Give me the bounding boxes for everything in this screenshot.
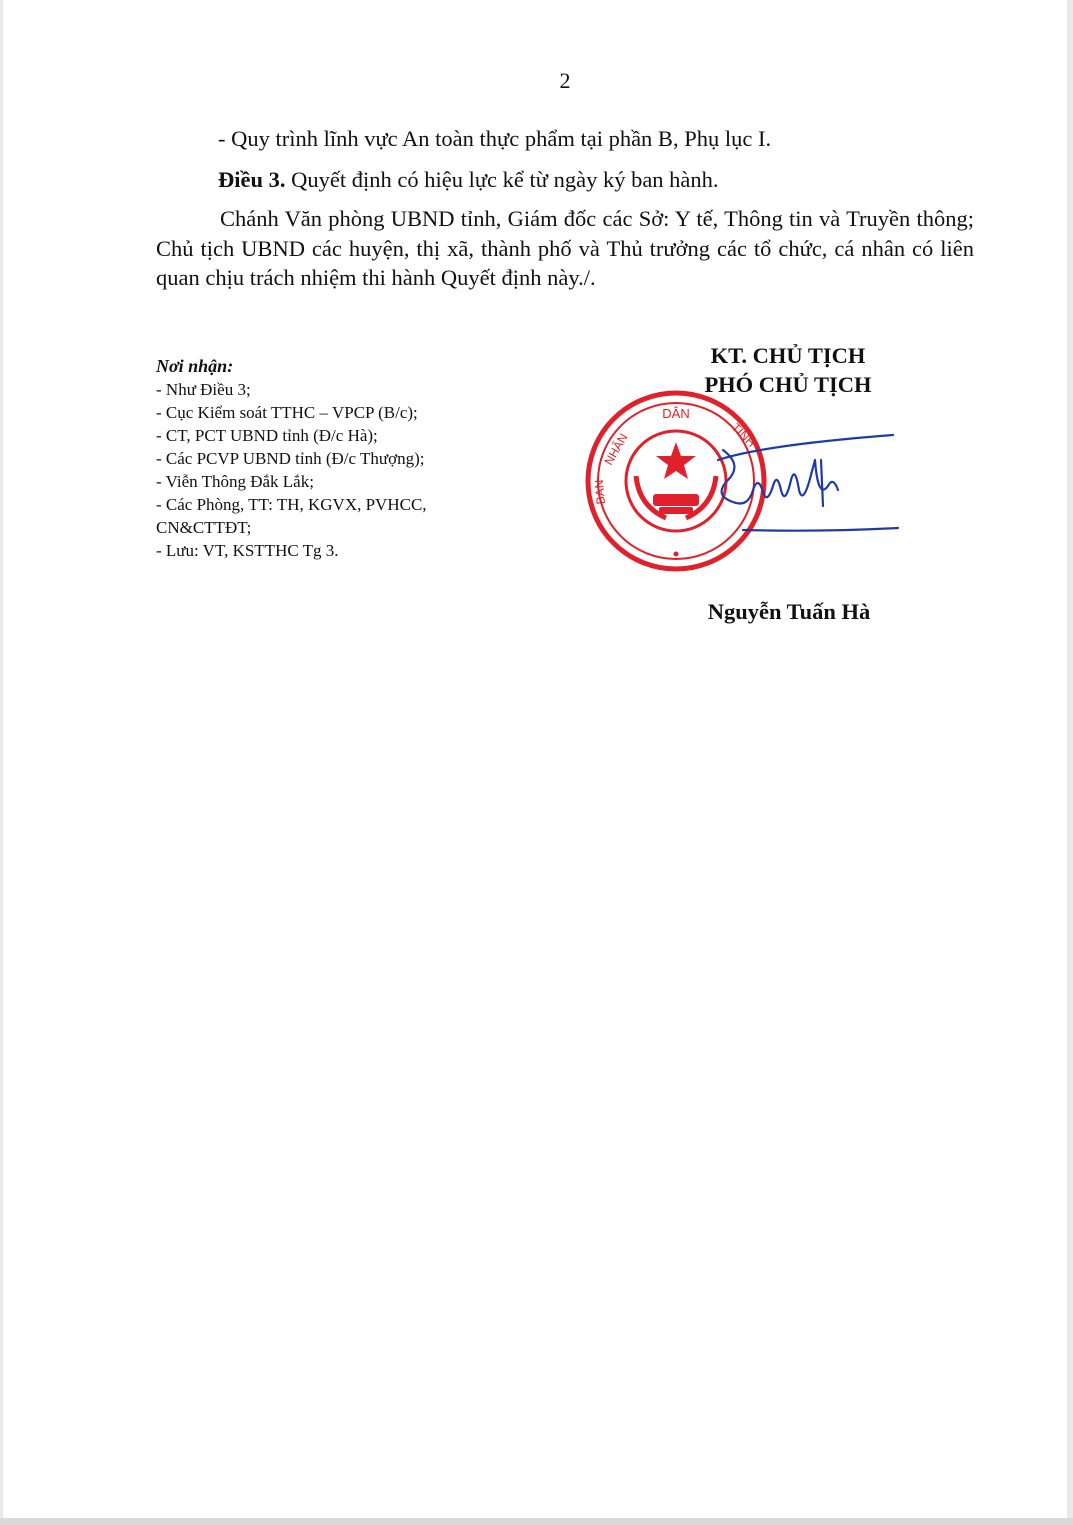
recipient-item: - Các PCVP UBND tỉnh (Đ/c Thượng); (156, 449, 425, 468)
svg-text:TỈNH: TỈNH (728, 420, 759, 450)
svg-text:NHÂN: NHÂN (601, 431, 631, 468)
recipients-block (156, 355, 496, 562)
signature-title-line2: PHÓ CHỦ TỊCH (704, 372, 872, 397)
recipient-item: - Viễn Thông Đắk Lắk; (156, 472, 314, 491)
signer-name: Nguyễn Tuấn Hà (707, 599, 871, 624)
recipient-item: - CT, PCT UBND tỉnh (Đ/c Hà); (156, 426, 378, 445)
procedure-line: - Quy trình lĩnh vực An toàn thực phẩm tại phần B, Phụ lục I. (218, 126, 772, 151)
document-page (3, 0, 1067, 1518)
recipient-item: - Cục Kiểm soát TTHC – VPCP (B/c); (156, 403, 418, 422)
article-3 (156, 165, 1036, 195)
implementation-paragraph: Chánh Văn phòng UBND tỉnh, Giám đốc các Sở: Y tế, Thông tin và Truyền thông; Chủ tịch UBND các huyện, thị xã, thành phố và Thủ trưởng các tổ chức, cá nhân có liên quan chịu trách nhiệm thi hành Quyết định này./. (156, 206, 974, 290)
signature-title-line1: KT. CHỦ TỊCH (710, 343, 866, 368)
recipients-list (156, 378, 496, 562)
page-bottom-edge (0, 1518, 1073, 1525)
recipient-item: - Lưu: VT, KSTTHC Tg 3. (156, 541, 339, 560)
svg-text:BAN: BAN (591, 479, 608, 505)
recipients-heading: Nơi nhận: (156, 356, 234, 376)
svg-text:DÂN: DÂN (662, 406, 690, 421)
article-3-label: Điều 3. (218, 167, 286, 192)
page-number: 2 (559, 68, 571, 93)
recipient-item: - Như Điều 3; (156, 380, 251, 399)
handwritten-signature-icon (703, 420, 913, 550)
article-3-text: Quyết định có hiệu lực kể từ ngày ký ban hành. (285, 167, 719, 192)
recipient-item: - Các Phòng, TT: TH, KGVX, PVHCC, CN&CTTĐT; (156, 495, 427, 537)
